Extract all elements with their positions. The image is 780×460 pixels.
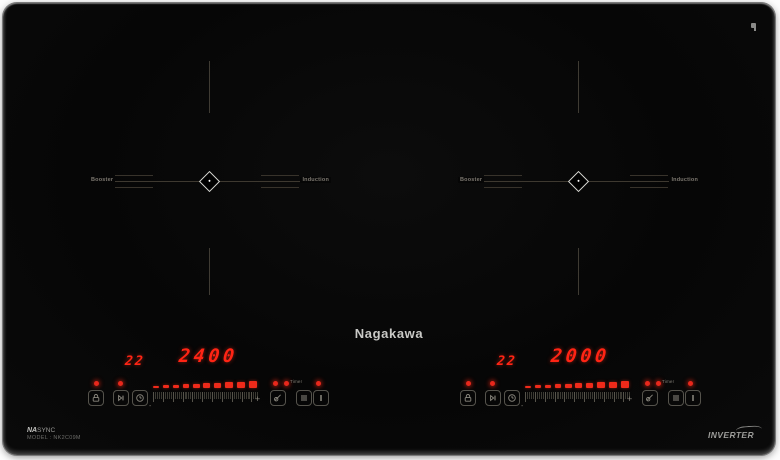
- control-panel-left: [83, 343, 333, 413]
- brand-logo: Nagakawa: [354, 326, 424, 341]
- lock-indicator-dot: [94, 381, 99, 386]
- timer-display: 22: [496, 354, 518, 369]
- booster-label: Booster: [91, 177, 114, 183]
- inverter-swoosh: [736, 425, 762, 435]
- induction-label: Induction: [671, 177, 698, 183]
- zone-accent-line: [630, 175, 668, 176]
- lock-button[interactable]: [88, 390, 104, 406]
- timer-button[interactable]: [504, 390, 520, 406]
- timer-tag-label: Timer: [662, 379, 675, 384]
- zone-accent-line: [484, 175, 522, 176]
- slider-plus[interactable]: +: [255, 394, 261, 404]
- corner-mark-icon: [751, 23, 757, 31]
- power-button[interactable]: [685, 390, 701, 406]
- na-mark: NA: [27, 427, 38, 434]
- boost-indicator-dot: [490, 381, 495, 386]
- zone-accent-line: [261, 187, 299, 188]
- na-sync-mark: [27, 427, 55, 434]
- function-button[interactable]: [270, 390, 286, 406]
- boost-icon: [488, 393, 498, 403]
- model-label: MODEL : NK2C09M: [27, 435, 81, 441]
- power-display: 2400: [177, 346, 239, 367]
- induction-label: Induction: [302, 177, 329, 183]
- pan-function-icon: [273, 393, 283, 403]
- timer-display: 22: [124, 354, 146, 369]
- induction-cooktop-body: [3, 3, 775, 455]
- sync-mark: SYNC: [37, 427, 56, 434]
- zone-accent-line: [261, 175, 299, 176]
- power-icon: [688, 393, 698, 403]
- power-button[interactable]: [313, 390, 329, 406]
- booster-label: Booster: [460, 177, 483, 183]
- function-button[interactable]: [642, 390, 658, 406]
- timer-indicator-dot: [284, 381, 289, 386]
- power-display: 2000: [549, 346, 611, 367]
- lock-icon: [91, 393, 101, 403]
- timer-button[interactable]: [132, 390, 148, 406]
- clock-icon: [507, 393, 517, 403]
- power-level-segments: [153, 380, 257, 388]
- slider-minus[interactable]: -: [149, 403, 152, 410]
- power-slider[interactable]: [153, 392, 259, 403]
- menu-lines-icon: [671, 393, 681, 403]
- lock-icon: [463, 393, 473, 403]
- boost-icon: [116, 393, 126, 403]
- boost-button[interactable]: [485, 390, 501, 406]
- zone-accent-line: [484, 187, 522, 188]
- zone-cross-top-line: [209, 61, 211, 113]
- zone-cross-bottom-line: [209, 248, 211, 295]
- power-slider[interactable]: [525, 392, 631, 403]
- timer-indicator-dot: [656, 381, 661, 386]
- zone-accent-line: [115, 187, 153, 188]
- boost-button[interactable]: [113, 390, 129, 406]
- slider-plus[interactable]: +: [627, 394, 633, 404]
- power-level-segments: [525, 380, 629, 388]
- power-indicator-dot: [316, 381, 321, 386]
- zone-center-diamond-icon: [199, 171, 220, 192]
- function-indicator-dot: [645, 381, 650, 386]
- zone-cross-bottom-line: [578, 248, 580, 295]
- power-icon: [316, 393, 326, 403]
- menu-button[interactable]: [296, 390, 312, 406]
- zone-cross-top-line: [578, 61, 580, 113]
- power-indicator-dot: [688, 381, 693, 386]
- zone-accent-line: [630, 187, 668, 188]
- boost-indicator-dot: [118, 381, 123, 386]
- function-indicator-dot: [273, 381, 278, 386]
- timer-tag-label: Timer: [290, 379, 303, 384]
- lock-indicator-dot: [466, 381, 471, 386]
- menu-lines-icon: [299, 393, 309, 403]
- lock-button[interactable]: [460, 390, 476, 406]
- menu-button[interactable]: [668, 390, 684, 406]
- inverter-badge: INVERTER: [708, 430, 755, 440]
- zone-accent-line: [115, 175, 153, 176]
- zone-center-diamond-icon: [568, 171, 589, 192]
- pan-function-icon: [645, 393, 655, 403]
- control-panel-right: [455, 343, 705, 413]
- slider-minus[interactable]: -: [521, 403, 524, 410]
- clock-icon: [135, 393, 145, 403]
